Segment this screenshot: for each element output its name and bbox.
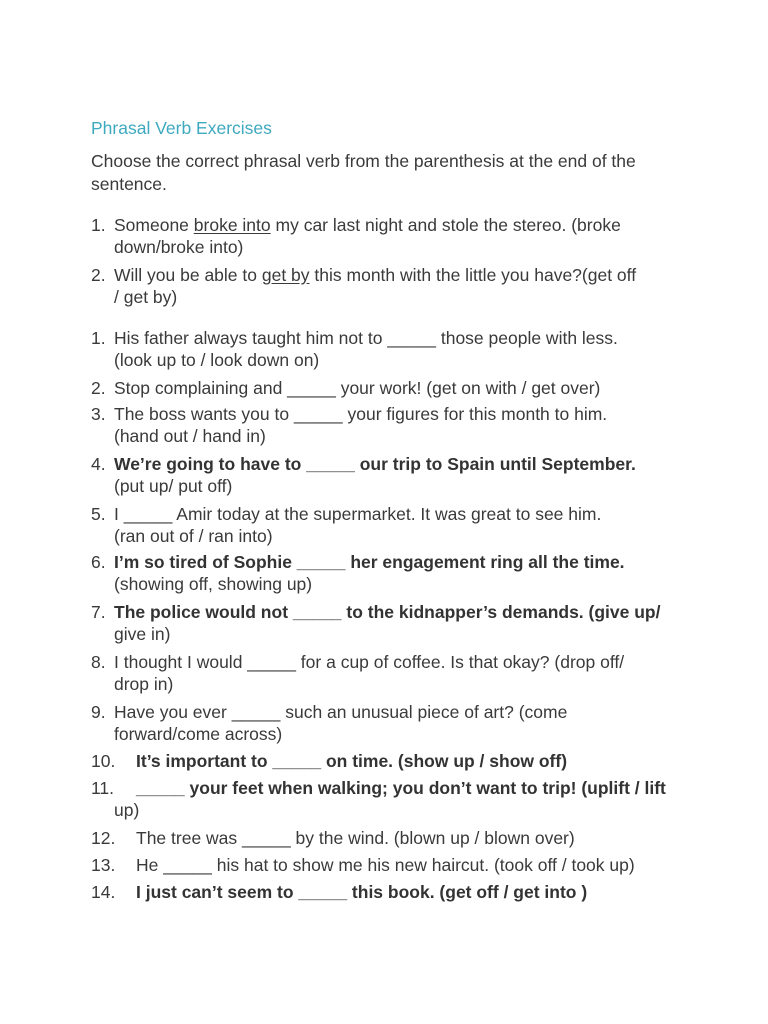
exercise-item-13 — [91, 854, 691, 876]
exercise-number: 9. — [91, 702, 106, 722]
exercise-continuation: (ran out of / ran into) — [114, 526, 273, 546]
exercise-text: I just can’t seem to _____ this book. (get off / get into ) — [136, 882, 588, 902]
exercise-number: 5. — [91, 504, 106, 524]
example-number: 1. — [91, 215, 106, 235]
exercise-number: 6. — [91, 552, 106, 572]
exercise-continuation: (look up to / look down on) — [114, 350, 320, 370]
exercise-number: 1. — [91, 328, 106, 348]
exercise-text: The tree was _____ by the wind. (blown up / blown over) — [136, 828, 575, 848]
example-text-post: my car last night and stole the stereo. (broke — [270, 215, 621, 235]
exercise-continuation: give in) — [114, 624, 171, 644]
exercise-number: 14. — [91, 882, 116, 902]
exercise-item-8 — [91, 651, 691, 695]
example-answer: broke into — [193, 215, 271, 235]
exercise-item-2 — [91, 377, 691, 399]
exercise-text: I’m so tired of Sophie _____ her engagement ring all the time. — [114, 552, 625, 572]
exercise-text: Have you ever _____ such an unusual piece of art? (come — [114, 702, 568, 722]
exercise-item-11 — [91, 777, 691, 821]
exercise-number: 2. — [91, 378, 106, 398]
exercise-continuation: forward/come across) — [114, 724, 283, 744]
instructions — [91, 150, 691, 196]
exercise-text: We’re going to have to _____ our trip to Spain until September. — [114, 454, 636, 474]
exercise-item-3 — [91, 403, 691, 447]
exercise-item-10 — [91, 750, 691, 772]
instructions-line-2: sentence. — [91, 174, 167, 194]
exercise-number: 7. — [91, 602, 106, 622]
page-title: Phrasal Verb Exercises — [91, 118, 272, 138]
exercise-number: 12. — [91, 828, 116, 848]
example-continuation: down/broke into) — [114, 237, 244, 257]
exercise-item-12 — [91, 827, 691, 849]
exercise-number: 3. — [91, 404, 106, 424]
exercise-item-14 — [91, 881, 691, 903]
exercise-text: It’s important to _____ on time. (show up / show off) — [136, 751, 568, 771]
example-text-pre: Will you be able to — [114, 265, 262, 285]
example-continuation: / get by) — [114, 287, 178, 307]
example-item-2 — [91, 264, 691, 308]
exercise-item-4 — [91, 453, 691, 497]
exercise-continuation: up) — [114, 800, 140, 820]
example-text-post: this month with the little you have?(get off — [309, 265, 637, 285]
exercise-text: The police would not _____ to the kidnapper’s demands. (give up/ — [114, 602, 661, 622]
exercise-item-9 — [91, 701, 691, 745]
exercise-item-1 — [91, 327, 691, 371]
exercise-number: 11. — [91, 778, 115, 798]
exercise-number: 13. — [91, 855, 116, 875]
exercise-continuation: (showing off, showing up) — [114, 574, 313, 594]
exercise-text: The boss wants you to _____ your figures for this month to him. — [114, 404, 608, 424]
exercise-text: I thought I would _____ for a cup of coffee. Is that okay? (drop off/ — [114, 652, 625, 672]
exercise-number: 10. — [91, 751, 116, 771]
example-text-pre: Someone — [114, 215, 194, 235]
exercise-continuation: (put up/ put off) — [114, 476, 233, 496]
example-item-1 — [91, 214, 691, 258]
exercise-text: His father always taught him not to _____ those people with less. — [114, 328, 618, 348]
exercise-number: 8. — [91, 652, 106, 672]
exercise-text: Stop complaining and _____ your work! (get on with / get over) — [114, 378, 601, 398]
exercise-number: 4. — [91, 454, 106, 474]
exercise-item-5 — [91, 503, 691, 547]
exercise-item-7 — [91, 601, 691, 645]
exercise-item-6 — [91, 551, 691, 595]
example-answer: get by — [261, 265, 310, 285]
exercise-continuation: (hand out / hand in) — [114, 426, 266, 446]
exercise-continuation: drop in) — [114, 674, 174, 694]
exercise-text: He _____ his hat to show me his new haircut. (took off / took up) — [136, 855, 635, 875]
example-number: 2. — [91, 265, 106, 285]
instructions-line-1: Choose the correct phrasal verb from the parenthesis at the end of the — [91, 151, 636, 171]
exercise-text: I _____ Amir today at the supermarket. It was great to see him. — [114, 504, 602, 524]
exercise-text: _____ your feet when walking; you don’t want to trip! (uplift / lift — [136, 778, 666, 798]
